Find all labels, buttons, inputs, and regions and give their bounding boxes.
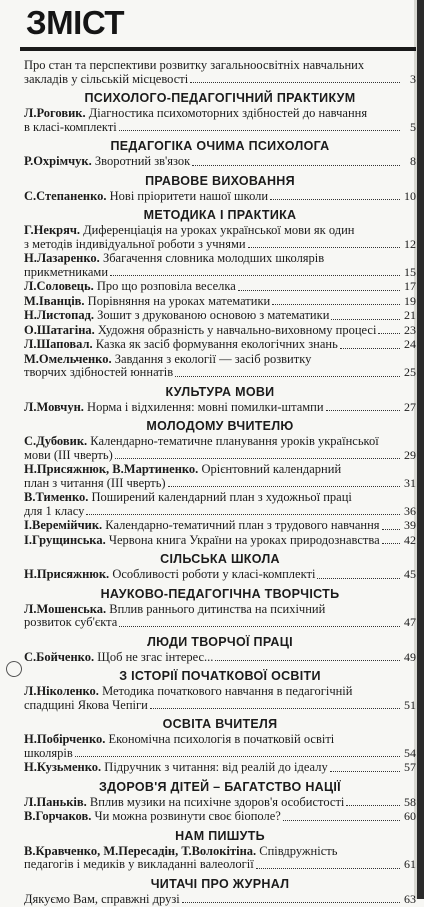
section-heading: [24, 717, 416, 732]
page-number: 63: [404, 891, 416, 906]
toc-entry[interactable]: [24, 733, 416, 760]
entry-title: Економічна психологія в початковій освіті: [108, 732, 335, 746]
entry-title: Поширений календарний план з художньої праці: [91, 490, 352, 504]
page-number: 60: [404, 809, 416, 823]
entry-author: Л.Паньків.: [24, 794, 87, 809]
page-number: 58: [404, 794, 416, 809]
section-heading-text: НАУКОВО-ПЕДАГОГІЧНА ТВОРЧІСТЬ: [97, 587, 344, 601]
section-heading-text: З ІСТОРІЇ ПОЧАТКОВОЇ ОСВІТИ: [115, 669, 324, 683]
entry-author: Л.Ніколенко.: [24, 684, 99, 698]
entry-title: Чи можна розвинути своє біополе?: [94, 809, 281, 823]
section-heading: [24, 587, 416, 602]
title-rule: [20, 47, 416, 51]
leader-dots: [182, 902, 400, 903]
section-heading-text: ПСИХОЛОГО-ПЕДАГОГІЧНИЙ ПРАКТИКУМ: [81, 91, 360, 105]
toc-entry[interactable]: [24, 190, 416, 204]
ink-mark: [4, 659, 25, 680]
toc-entry[interactable]: [24, 761, 416, 775]
section-heading: [24, 208, 416, 223]
entry-title-continued: творчих здібностей юннатів: [24, 365, 174, 379]
page-number: 61: [404, 857, 416, 871]
entry-title: Казка як засіб формування екологічних знань: [95, 337, 338, 351]
toc-entry[interactable]: [24, 519, 416, 533]
toc-entry[interactable]: [24, 338, 416, 352]
entry-title-continued: розвиток суб'єкта: [24, 615, 118, 629]
page-number: 27: [404, 399, 416, 414]
section-heading: [24, 877, 416, 892]
leader-dots: [326, 410, 400, 411]
leader-dots: [378, 333, 400, 334]
section-heading-text: НАМ ПИШУТЬ: [171, 829, 269, 843]
entry-title: Художня образність у навчально-виховному процесі: [97, 322, 377, 337]
toc-entry[interactable]: [24, 155, 416, 169]
leader-dots: [119, 626, 400, 627]
entry-author: Г.Некряч.: [24, 223, 81, 237]
leader-dots: [86, 514, 400, 515]
leader-dots: [190, 82, 400, 83]
page-number: 23: [404, 322, 416, 337]
section-heading: [24, 91, 416, 106]
intro-line1: Про стан та перспективи розвитку загальноосвітніх навчальних: [24, 58, 365, 72]
entry-title: Орієнтовний календарний: [201, 462, 342, 476]
entry-title: Методика початкового навчання в педагогічній: [102, 684, 353, 698]
entry-title: Порівняння на уроках математики: [87, 293, 271, 308]
leader-dots: [75, 756, 400, 757]
entry-author: Л.Соловець.: [24, 279, 94, 293]
page-number: 21: [404, 308, 416, 322]
entry-author: Л.Мовчун.: [24, 399, 84, 414]
toc-entry[interactable]: [24, 309, 416, 323]
toc-entry[interactable]: [24, 845, 416, 872]
entry-title-continued: прикметниками: [24, 264, 109, 279]
leader-dots: [119, 130, 400, 131]
page-number: 36: [404, 503, 416, 518]
entry-title: Співдружність: [259, 843, 338, 858]
leader-dots: [346, 805, 400, 806]
toc-entry[interactable]: [24, 796, 416, 810]
section-heading: [24, 552, 416, 567]
page-number: 19: [404, 293, 416, 308]
leader-dots: [270, 199, 400, 200]
toc-entry[interactable]: [24, 893, 416, 907]
leader-dots: [382, 543, 400, 544]
page-number: 24: [404, 337, 416, 351]
entry-title-continued: педагогів і медиків у викладанні валеології: [24, 857, 254, 871]
entry-title: Дякуємо Вам, справжні друзі: [24, 891, 180, 906]
page-number: 51: [404, 697, 416, 712]
page-number: 49: [404, 649, 416, 664]
entry-author: Н.Присяжнюк, В.Мартиненко.: [24, 462, 199, 476]
entry-title-continued: школярів: [24, 745, 73, 760]
section-heading-text: ЧИТАЧІ ПРО ЖУРНАЛ: [147, 877, 294, 891]
toc-entry[interactable]: [24, 651, 416, 665]
page-number: 54: [404, 745, 416, 760]
page-number: 25: [404, 365, 416, 379]
section-heading: [24, 669, 416, 684]
leader-dots: [115, 458, 400, 459]
toc-entry[interactable]: [24, 810, 416, 824]
page-number: 10: [404, 188, 416, 203]
toc-entry[interactable]: [24, 280, 416, 294]
entry-title: Вплив музики на психічне здоров'я особистості: [89, 794, 345, 809]
page-number: 29: [404, 447, 416, 462]
leader-dots: [283, 820, 400, 821]
entry-author: С.Степаненко.: [24, 188, 107, 203]
page-number: 45: [404, 567, 416, 581]
entry-title: Диференціація на уроках української мови як один: [83, 223, 355, 237]
entry-title: Нові пріоритети нашої школи: [109, 188, 269, 203]
entry-title: Особливості роботи у класі-комплекті: [112, 567, 316, 581]
entry-title: Норма і відхилення: мовні помилки-штампи: [87, 399, 324, 414]
leader-dots: [168, 486, 400, 487]
page-number: 57: [404, 760, 416, 774]
toc-entry[interactable]: [24, 353, 416, 380]
entry-title: Завдання з екології — засіб розвитку: [114, 351, 312, 366]
section-heading: [24, 829, 416, 844]
entry-author: Н.Побірченко.: [24, 732, 106, 746]
page-number: 39: [404, 518, 416, 532]
leader-dots: [382, 529, 400, 530]
leader-dots: [110, 275, 400, 276]
entry-author: М.Омельченко.: [24, 351, 112, 366]
entry-title-continued: з методів індивідуальної роботи з учнями: [24, 236, 246, 251]
entry-author: О.Шатагіна.: [24, 322, 95, 337]
entry-author: Н.Листопад.: [24, 308, 95, 322]
entry-title: Про що розповіла веселка: [96, 279, 236, 293]
entry-author: І.Грущинська.: [24, 532, 106, 547]
section-heading-text: ПЕДАГОГІКА ОЧИМА ПСИХОЛОГА: [106, 139, 333, 153]
entry-title-continued: спадщині Якова Чепіги: [24, 697, 148, 712]
entry-title: Діагностика психомоторних здібностей до навчання: [88, 106, 368, 120]
leader-dots: [175, 376, 400, 377]
leader-dots: [340, 348, 400, 349]
section-heading: [24, 780, 416, 795]
toc-entry[interactable]: [24, 224, 416, 251]
leader-dots: [248, 247, 400, 248]
leader-dots: [150, 708, 400, 709]
table-of-contents: [24, 54, 416, 907]
entry-title: Червона книга України на уроках природознавства: [108, 532, 380, 547]
entry-author: Н.Присяжнюк.: [24, 567, 110, 581]
toc-entry[interactable]: [24, 491, 416, 518]
entry-title: Зворотний зв'язок: [94, 154, 191, 168]
section-heading: [24, 385, 416, 400]
toc-entry[interactable]: [24, 463, 416, 490]
page-number: 5: [410, 119, 416, 134]
page-edge: [417, 0, 424, 899]
entry-title: Календарно-тематичне планування уроків української: [90, 434, 379, 448]
page-number: 17: [404, 279, 416, 293]
entry-title: Вплив раннього дитинства на психічний: [109, 601, 326, 616]
section-heading-text: КУЛЬТУРА МОВИ: [162, 385, 279, 399]
entry-title: Календарно-тематичний план з трудового навчання: [105, 518, 380, 532]
section-heading: [24, 139, 416, 154]
entry-author: В.Тименко.: [24, 490, 89, 504]
page-number: 15: [404, 264, 416, 279]
section-heading: [24, 174, 416, 189]
entry-author: С.Бойченко.: [24, 649, 95, 664]
entry-author: Р.Охрімчук.: [24, 154, 92, 168]
toc-entry[interactable]: [24, 685, 416, 712]
entry-title: Зошит з друкованою основою з математики: [97, 308, 330, 322]
toc-entry[interactable]: [24, 324, 416, 338]
entry-author: В.Горчаков.: [24, 809, 92, 823]
section-heading: [24, 419, 416, 434]
page-number: 12: [404, 236, 416, 251]
toc-entry[interactable]: [24, 295, 416, 309]
toc-entry[interactable]: [24, 603, 416, 630]
entry-author: Л.Роговик.: [24, 106, 86, 120]
intro-entry: [24, 58, 416, 86]
leader-dots: [256, 868, 400, 869]
entry-title-continued: мови (ІІІ чверть): [24, 447, 113, 462]
entry-title: Підручник з читання: від реалій до ідеалу: [104, 760, 328, 774]
entry-author: В.Кравченко, М.Пересадін, Т.Волокітіна.: [24, 843, 257, 858]
section-heading-text: ОСВІТА ВЧИТЕЛЯ: [159, 717, 282, 731]
page-number: 42: [404, 532, 416, 547]
leader-dots: [192, 165, 400, 166]
entry-author: Н.Лазаренко.: [24, 251, 100, 265]
leader-dots: [272, 304, 400, 305]
toc-entry[interactable]: [24, 107, 416, 134]
section-heading-text: ЛЮДИ ТВОРЧОЇ ПРАЦІ: [143, 635, 297, 649]
toc-entry[interactable]: [24, 435, 416, 462]
section-heading-text: ЗДОРОВ'Я ДІТЕЙ – БАГАТСТВО НАЦІЇ: [95, 780, 345, 794]
toc-entry[interactable]: [24, 401, 416, 415]
page-number: 47: [404, 615, 416, 629]
section-heading-text: МЕТОДИКА І ПРАКТИКА: [140, 208, 301, 222]
entry-title-continued: в класі-комплекті: [24, 119, 117, 134]
entry-author: Л.Мошенська.: [24, 601, 107, 616]
toc-entry[interactable]: [24, 568, 416, 582]
section-heading-text: СІЛЬСЬКА ШКОЛА: [156, 552, 284, 566]
entry-title: Щоб не згас інтерес...: [97, 649, 214, 664]
section-heading-text: МОЛОДОМУ ВЧИТЕЛЮ: [142, 419, 297, 433]
page-number: 31: [404, 475, 416, 490]
entry-title-continued: для 1 класу: [24, 503, 85, 518]
entry-author: М.Іванців.: [24, 293, 85, 308]
page-title: ЗМІСТ: [26, 4, 124, 41]
section-heading-text: ПРАВОВЕ ВИХОВАННЯ: [141, 174, 299, 188]
entry-author: Л.Шаповал.: [24, 337, 93, 351]
leader-dots: [238, 290, 400, 291]
intro-line2: закладів у сільській місцевості: [24, 72, 189, 86]
leader-dots: [330, 771, 400, 772]
section-heading: [24, 635, 416, 650]
entry-title-continued: план з читання (ІІІ чверть): [24, 475, 166, 490]
entry-title: Збагачення словника молодших школярів: [102, 251, 325, 265]
entry-author: С.Дубовик.: [24, 434, 88, 448]
entry-author: І.Веремійчик.: [24, 518, 103, 532]
page-number: 8: [410, 154, 416, 168]
toc-entry[interactable]: [24, 534, 416, 548]
entry-author: Н.Кузьменко.: [24, 760, 102, 774]
leader-dots: [317, 578, 400, 579]
page-number: 3: [410, 72, 416, 86]
toc-entry[interactable]: [24, 252, 416, 279]
leader-dots: [331, 319, 400, 320]
leader-dots: [215, 660, 400, 661]
